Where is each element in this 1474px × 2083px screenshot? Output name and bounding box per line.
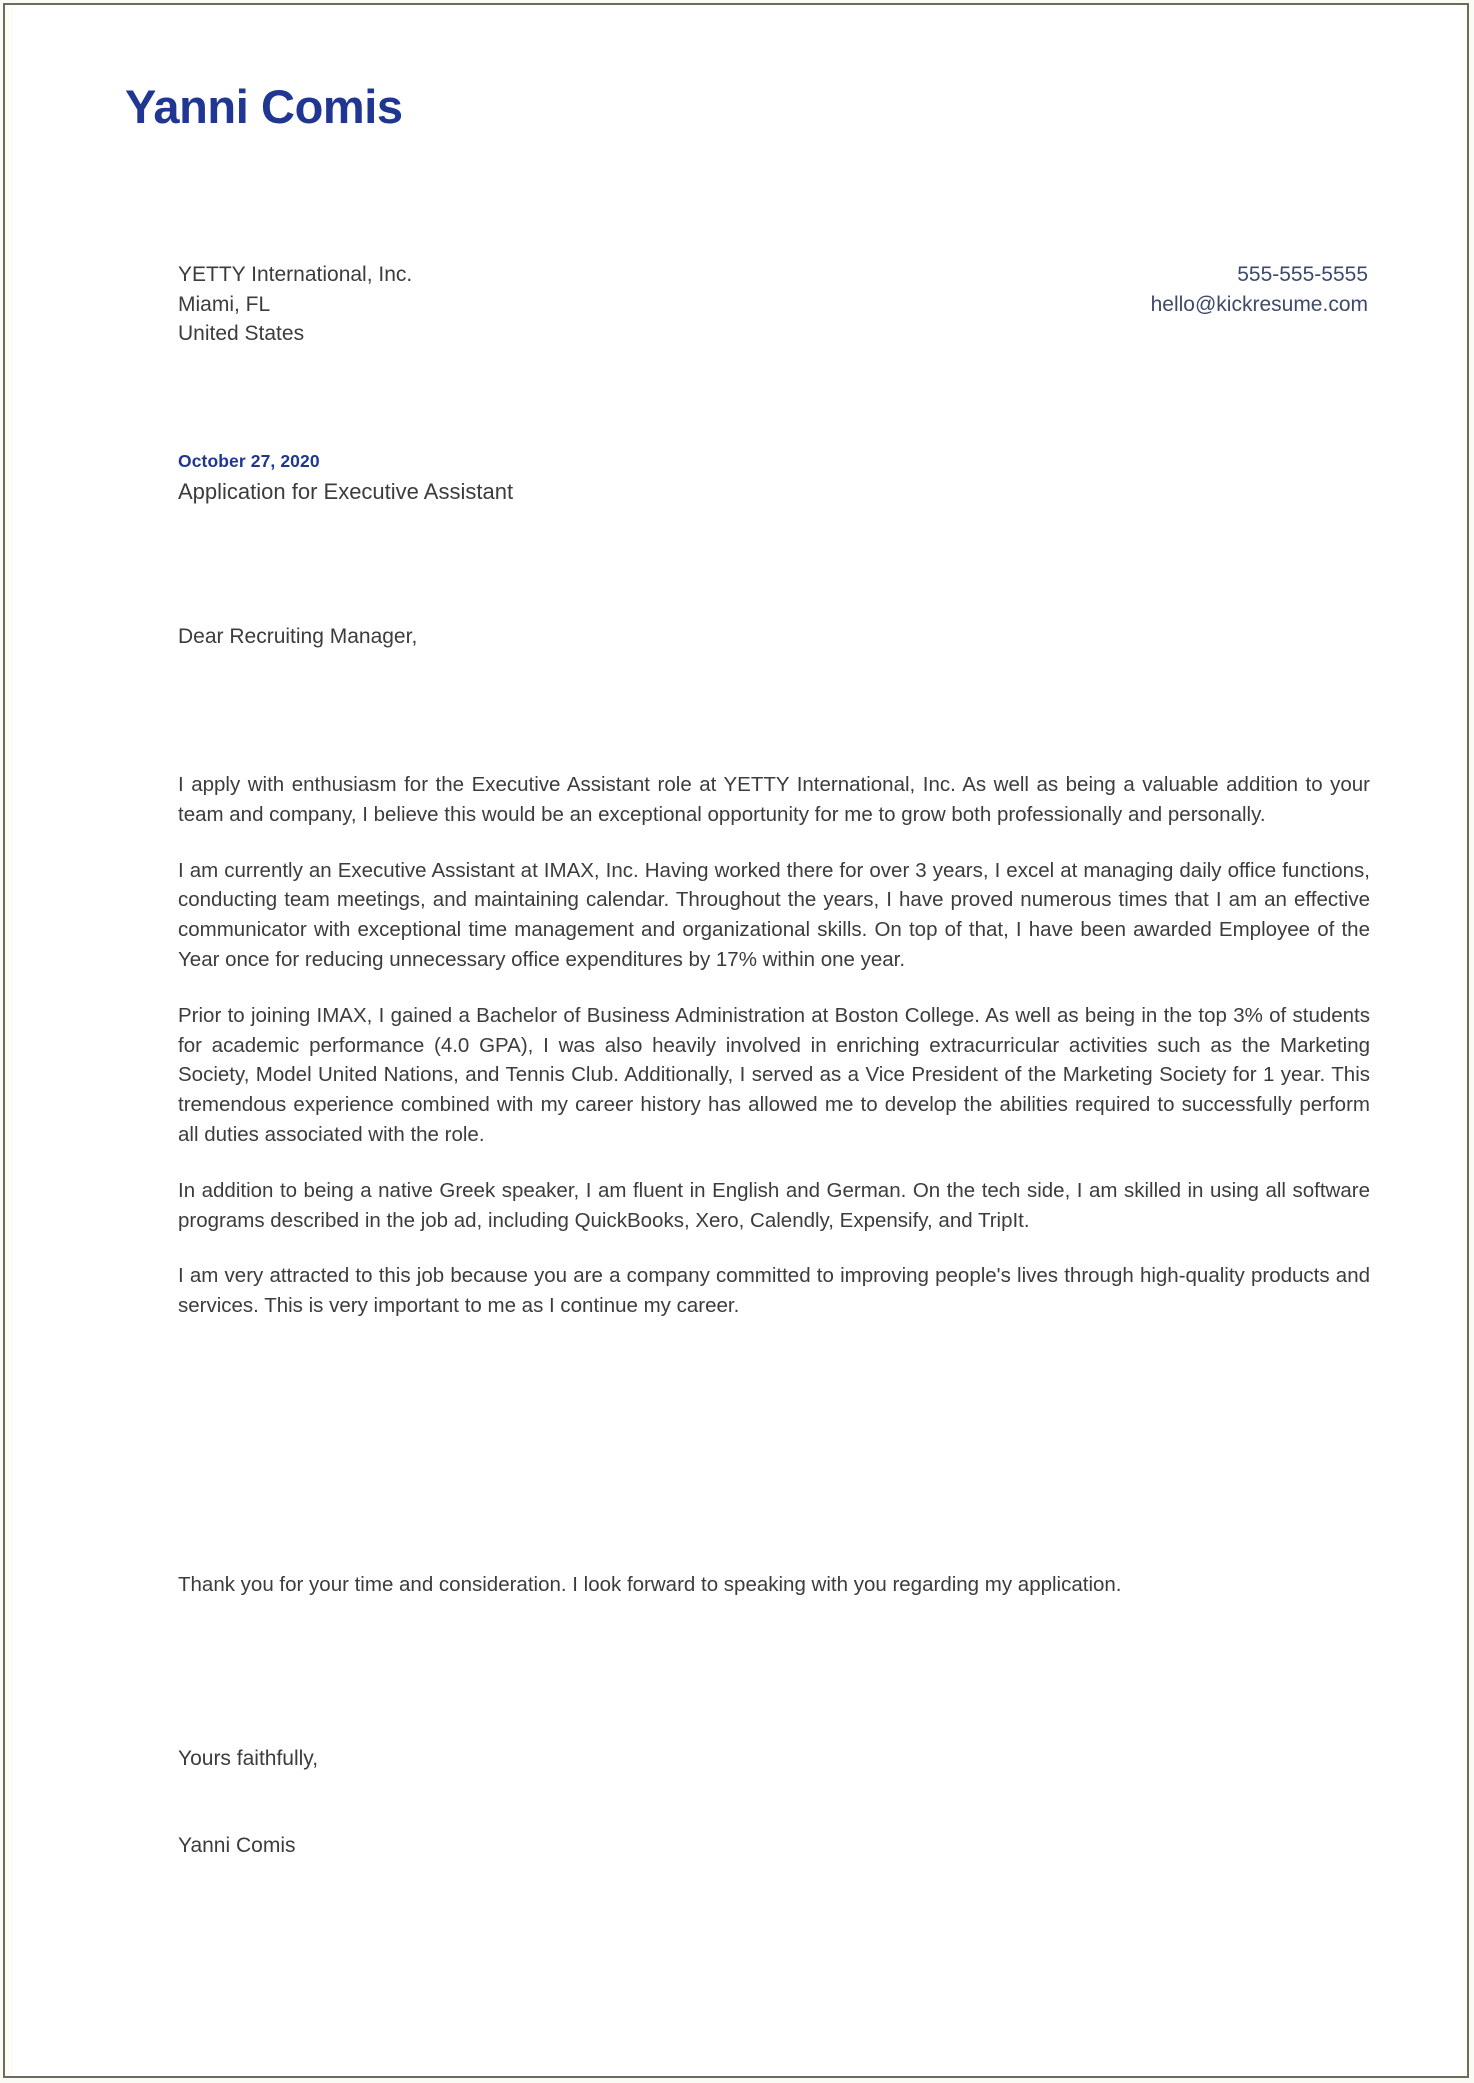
closing-paragraph: Thank you for your time and consideration. I look forward to speaking with you regarding my application. [178, 1573, 1122, 1596]
letter-page [13, 5, 1465, 2076]
body-paragraph: I am currently an Executive Assistant at IMAX, Inc. Having worked there for over 3 years, I excel at managing daily office functions, conducting team meetings, and maintaining calendar. Throughout the years, I have proved numerous times that I am an effective communicator with exceptional time management and organizational skills. On top of that, I have been awarded Employee of the Year once for reducing unnecessary office expenditures by 17% within one year. [178, 858, 1370, 971]
signoff: Yours faithfully, [178, 1747, 319, 1770]
salutation: Dear Recruiting Manager, [178, 625, 418, 648]
sender-contact [1151, 260, 1368, 319]
contact-phone[interactable]: 555-555-5555 [1237, 263, 1368, 286]
letter-date: October 27, 2020 [178, 451, 320, 471]
page-frame [3, 3, 1469, 2078]
letter-subject: Application for Executive Assistant [178, 479, 514, 504]
address-contact-row [178, 260, 1368, 349]
recipient-line-country: United States [178, 322, 305, 345]
body-paragraph: I am very attracted to this job because you are a company committed to improving people's lives through high-quality products and services. This is very important to me as I continue my career. [178, 1264, 1370, 1318]
page-title: Yanni Comis [125, 80, 403, 133]
contact-email[interactable]: hello@kickresume.com [1150, 292, 1368, 316]
body-paragraph: Prior to joining IMAX, I gained a Bachelor of Business Administration at Boston College. As well as being in the top 3% of students for academic performance (4.0 GPA), I was also heavily involved in enriching extracurricular activities such as the Marketing Society, Model United Nations, and Tennis Club. Additionally, I served as a Vice President of the Marketing Society for 1 year. This tremendous experience combined with my career history has allowed me to develop the abilities required to successfully perform all duties associated with the role. [178, 1003, 1370, 1146]
body-paragraph: In addition to being a native Greek speaker, I am fluent in English and German. On the tech side, I am skilled in using all software programs described in the job ad, including QuickBooks, Xero, Calendly, Expensify, and TripIt. [178, 1178, 1370, 1232]
recipient-line-company: YETTY International, Inc. [178, 263, 413, 286]
recipient-address [178, 260, 412, 349]
letter-body [178, 770, 1370, 1347]
body-paragraph: I apply with enthusiasm for the Executive Assistant role at YETTY International, Inc. As well as being a valuable addition to your team and company, I believe this would be an exceptional opportunity for me to grow both professionally and personally. [178, 773, 1370, 826]
closing-block [178, 1570, 1370, 1600]
signature-name: Yanni Comis [178, 1834, 296, 1857]
recipient-line-city: Miami, FL [178, 292, 271, 316]
